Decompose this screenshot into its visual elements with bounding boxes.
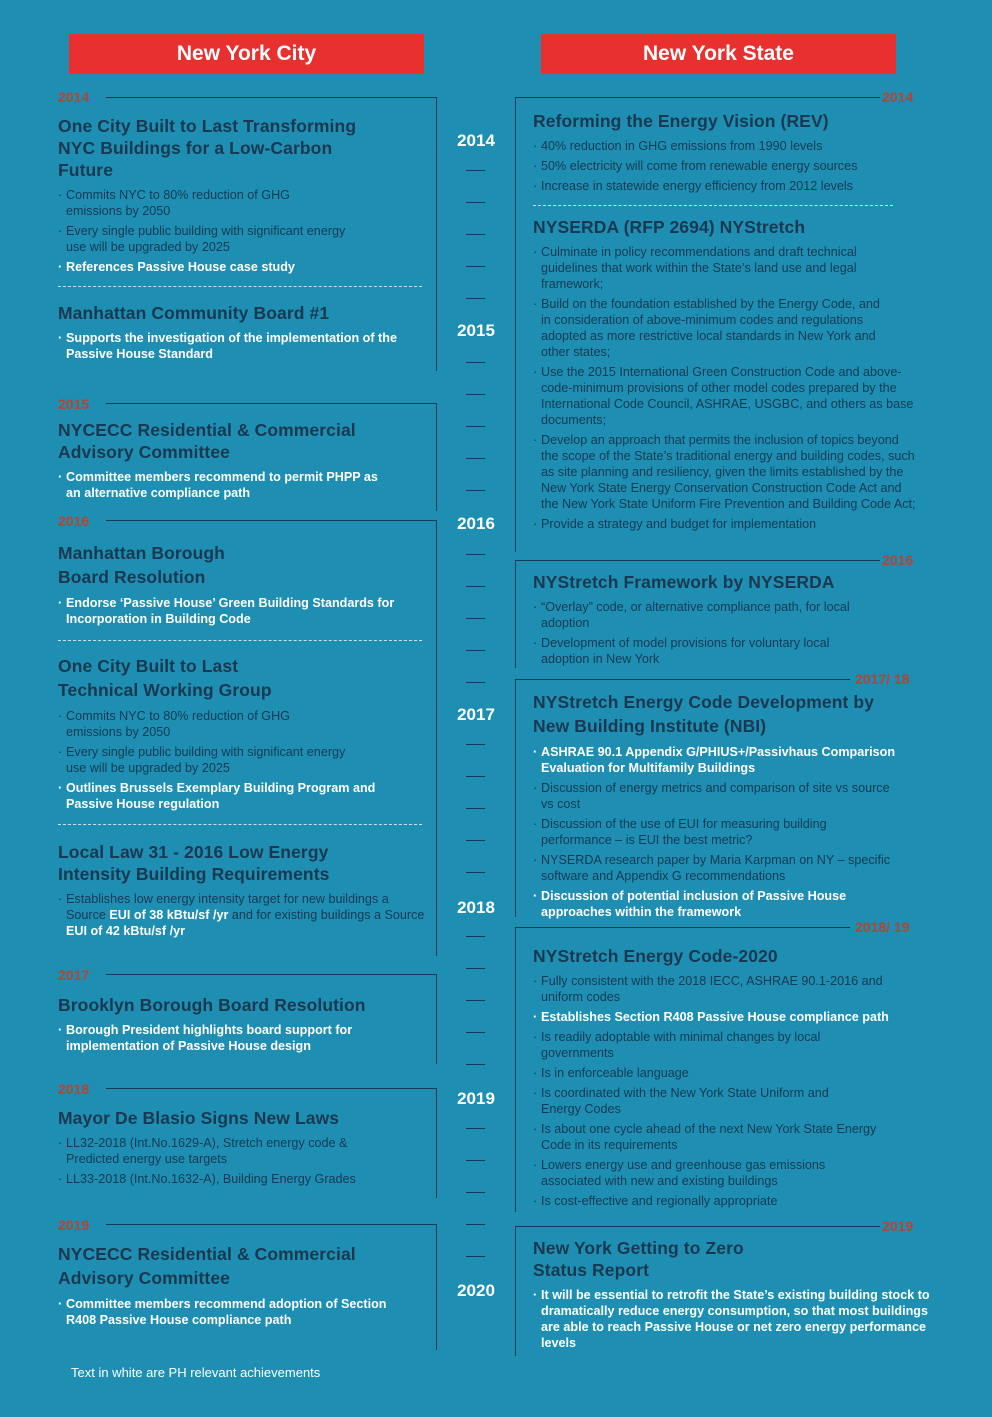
event-bullet: · Commits NYC to 80% reduction of GHG emissions by 2050 xyxy=(58,187,346,219)
event-bullet: · Increase in statewide energy efficiency from 2012 levels xyxy=(533,178,945,194)
event-title: NYStretch Framework by NYSERDA xyxy=(533,572,835,592)
timeline-tick xyxy=(466,682,485,683)
bracket-line xyxy=(515,560,880,561)
event-bullet: · Build on the foundation established by the Energy Code, and in consideration of above-minimum codes and regulations adopted as more restrictive local standards in New York and other states; xyxy=(533,296,891,360)
timeline-tick xyxy=(466,266,485,267)
timeline-tick xyxy=(466,776,485,777)
timeline-tick xyxy=(466,426,485,427)
event-bullet: · Commits NYC to 80% reduction of GHG emissions by 2050 xyxy=(58,708,346,740)
event-title: One City Built to Last Transforming NYC Buildings for a Low-Carbon Future xyxy=(58,116,357,180)
nys-event xyxy=(533,945,945,1213)
event-bullet: · Fully consistent with the 2018 IECC, ASHRAE 90.1-2016 and uniform codes xyxy=(533,973,891,1005)
timeline-tick xyxy=(466,808,485,809)
footnote: Text in white are PH relevant achievements xyxy=(71,1365,321,1380)
bullet-text: and for existing buildings a Source xyxy=(231,908,425,922)
nys-event xyxy=(533,690,945,924)
event-bullet: · Is coordinated with the New York State Uniform and Energy Codes xyxy=(533,1085,861,1117)
event-title: Local Law 31 - 2016 Low Energy Intensity Building Requirements xyxy=(58,842,330,884)
timeline-year: 2020 xyxy=(457,1281,495,1300)
timeline-tick xyxy=(466,586,485,587)
bracket-line xyxy=(106,97,437,98)
event-bullet: · LL32-2018 (Int.No.1629-A), Stretch energy code & Predicted energy use targets xyxy=(58,1135,376,1167)
timeline-tick xyxy=(466,840,485,841)
event-title: Manhattan Borough Board Resolution xyxy=(58,543,225,587)
bracket-line xyxy=(515,560,516,668)
nyc-event xyxy=(58,1242,438,1332)
event-bullet: · “Overlay” code, or alternative compliance path, for local adoption xyxy=(533,599,851,631)
timeline-tick xyxy=(466,936,485,937)
bracket-line xyxy=(515,927,850,928)
event-bullet: · Committee members recommend to permit PHPP as an alternative compliance path xyxy=(58,469,396,501)
event-bullet: · 40% reduction in GHG emissions from 1990 levels xyxy=(533,138,945,154)
timeline-tick xyxy=(466,490,485,491)
event-bullet: · Endorse ‘Passive House’ Green Building Standards for Incorporation in Building Code xyxy=(58,595,406,627)
year-tag: 2017 xyxy=(58,967,90,983)
nyc-event xyxy=(58,302,438,366)
event-bullet: · Development of model provisions for voluntary local adoption in New York xyxy=(533,635,851,667)
nyc-header: New York City xyxy=(69,34,424,74)
bracket-line xyxy=(515,927,516,1212)
event-title: New York Getting to Zero Status Report xyxy=(533,1238,744,1280)
timeline-tick xyxy=(466,298,485,299)
timeline-tick xyxy=(466,1224,485,1225)
event-title: NYCECC Residential & Commercial Advisory Committee xyxy=(58,420,356,462)
divider xyxy=(58,640,422,641)
timeline-tick xyxy=(466,458,485,459)
event-bullet: · Use the 2015 International Green Construction Code and above-code-minimum provisions of other model codes prepared by the International Code Council, ASHRAE, USGBC, and others as base documents; xyxy=(533,364,916,428)
timeline-tick xyxy=(466,1000,485,1001)
nyc-event xyxy=(58,654,438,816)
nyc-event xyxy=(58,541,438,631)
year-tag: 2015 xyxy=(58,396,90,412)
event-title: Brooklyn Borough Board Resolution xyxy=(58,995,366,1015)
year-tag: 2014 xyxy=(58,89,90,105)
timeline-tick xyxy=(466,202,485,203)
timeline-tick xyxy=(466,170,485,171)
nyc-event xyxy=(58,1107,438,1191)
divider xyxy=(533,205,893,206)
timeline-tick xyxy=(466,1064,485,1065)
divider xyxy=(58,824,422,825)
event-bullet: · Borough President highlights board support for implementation of Passive House design xyxy=(58,1022,406,1054)
nys-event xyxy=(533,216,945,536)
timeline-tick xyxy=(466,1128,485,1129)
bracket-line xyxy=(106,520,437,521)
event-title: NYStretch Energy Code-2020 xyxy=(533,946,778,966)
event-bullet xyxy=(58,891,426,939)
timeline-tick xyxy=(466,1032,485,1033)
event-title: NYCECC Residential & Commercial Advisory Committee xyxy=(58,1244,356,1288)
event-bullet: · Discussion of energy metrics and comparison of site vs source vs cost xyxy=(533,780,891,812)
timeline-tick xyxy=(466,872,485,873)
event-title: NYStretch Energy Code Development by New Building Institute (NBI) xyxy=(533,692,875,736)
bracket-line xyxy=(106,403,437,404)
event-title: NYSERDA (RFP 2694) NYStretch xyxy=(533,217,806,237)
timeline-tick xyxy=(466,554,485,555)
nys-header: New York State xyxy=(541,34,896,74)
year-tag: 2018/ 19 xyxy=(855,919,910,935)
event-bullet: · Provide a strategy and budget for implementation xyxy=(533,516,945,532)
bracket-line xyxy=(106,1224,437,1225)
event-bullet: · LL33-2018 (Int.No.1632-A), Building Energy Grades xyxy=(58,1171,438,1187)
timeline-tick xyxy=(466,394,485,395)
event-bullet: · 50% electricity will come from renewable energy sources xyxy=(533,158,945,174)
bracket-line xyxy=(515,97,880,98)
event-title: Manhattan Community Board #1 xyxy=(58,303,330,323)
timeline-year: 2019 xyxy=(457,1089,495,1108)
timeline-year: 2015 xyxy=(457,321,495,340)
bracket-line xyxy=(106,974,437,975)
timeline-tick xyxy=(466,1192,485,1193)
timeline-year: 2014 xyxy=(457,131,495,150)
bullet-highlight: EUI of 38 kBtu/sf /yr xyxy=(109,908,229,922)
event-bullet: · ASHRAE 90.1 Appendix G/PHIUS+/Passivhaus Comparison Evaluation for Multifamily Buildings xyxy=(533,744,901,776)
event-bullet: · References Passive House case study xyxy=(58,259,438,275)
year-tag: 2017/ 18 xyxy=(855,671,910,687)
timeline-tick xyxy=(466,744,485,745)
nys-event xyxy=(533,1237,945,1355)
event-bullet: · Is about one cycle ahead of the next New York State Energy Code in its requirements xyxy=(533,1121,886,1153)
year-tag: 2016 xyxy=(882,552,914,568)
bracket-line xyxy=(106,1088,437,1089)
event-title: One City Built to Last Technical Working Group xyxy=(58,656,272,700)
event-bullet: · Lowers energy use and greenhouse gas emissions associated with new and existing buildings xyxy=(533,1157,871,1189)
timeline-tick xyxy=(466,618,485,619)
timeline-tick xyxy=(466,362,485,363)
timeline-year: 2017 xyxy=(457,705,495,724)
event-title: Mayor De Blasio Signs New Laws xyxy=(58,1108,340,1128)
nys-event xyxy=(533,571,945,671)
event-bullet: · NYSERDA research paper by Maria Karpman on NY – specific software and Appendix G recommendations xyxy=(533,852,896,884)
bracket-line xyxy=(515,1226,880,1227)
bracket-line xyxy=(515,679,516,917)
event-bullet: · Every single public building with significant energy use will be upgraded by 2025 xyxy=(58,223,366,255)
year-tag: 2019 xyxy=(58,1217,90,1233)
timeline-year: 2016 xyxy=(457,514,495,533)
nyc-event xyxy=(58,419,438,505)
bracket-line xyxy=(515,1226,516,1356)
timeline-tick xyxy=(466,1160,485,1161)
timeline-tick xyxy=(466,968,485,969)
event-title: Reforming the Energy Vision (REV) xyxy=(533,111,829,131)
year-tag: 2018 xyxy=(58,1081,90,1097)
year-tag: 2019 xyxy=(882,1218,914,1234)
year-tag: 2016 xyxy=(58,513,90,529)
bullet-highlight: EUI of 42 kBtu/sf /yr xyxy=(66,924,185,938)
event-bullet: · Establishes Section R408 Passive House compliance path xyxy=(533,1009,945,1025)
nys-event xyxy=(533,110,945,198)
nyc-event xyxy=(58,841,438,943)
event-bullet: · Committee members recommend adoption of Section R408 Passive House compliance path xyxy=(58,1296,416,1328)
event-bullet: · Discussion of the use of EUI for measuring building performance – is EUI the best metric? xyxy=(533,816,881,848)
event-bullet: · Is readily adoptable with minimal changes by local governments xyxy=(533,1029,881,1061)
bullet-text: Establishes low energy intensity target for new buildings a Source xyxy=(66,892,389,922)
event-bullet: · Is cost-effective and regionally appropriate xyxy=(533,1193,945,1209)
event-bullet: · It will be essential to retrofit the State’s existing building stock to dramatically reduce energy consumption, so that most buildings are able to reach Passive House or net zero energy performance levels xyxy=(533,1287,946,1351)
event-bullet: · Discussion of potential inclusion of Passive House approaches within the framework xyxy=(533,888,911,920)
bracket-line xyxy=(515,679,850,680)
event-bullet: · Every single public building with significant energy use will be upgraded by 2025 xyxy=(58,744,366,776)
timeline-tick xyxy=(466,650,485,651)
event-bullet: · Culminate in policy recommendations and draft technical guidelines that work within the State’s land use and legal framework; xyxy=(533,244,891,292)
timeline-tick xyxy=(466,1256,485,1257)
timeline-tick xyxy=(466,234,485,235)
bracket-line xyxy=(515,97,516,552)
event-bullet: · Develop an approach that permits the inclusion of topics beyond the scope of the State’s traditional energy and building codes, such as site planning and resiliency, given the limits established by the New York State Energy Conservation Construction Code Act and the New York State Uniform Fire Prevention and Building Code Act; xyxy=(533,432,916,512)
event-bullet: · Outlines Brussels Exemplary Building Program and Passive House regulation xyxy=(58,780,416,812)
nyc-event xyxy=(58,115,438,279)
event-bullet: · Supports the investigation of the implementation of the Passive House Standard xyxy=(58,330,416,362)
nyc-event xyxy=(58,994,438,1058)
timeline-year: 2018 xyxy=(457,898,495,917)
year-tag: 2014 xyxy=(882,89,914,105)
divider xyxy=(58,286,422,287)
event-bullet: · Is in enforceable language xyxy=(533,1065,945,1081)
